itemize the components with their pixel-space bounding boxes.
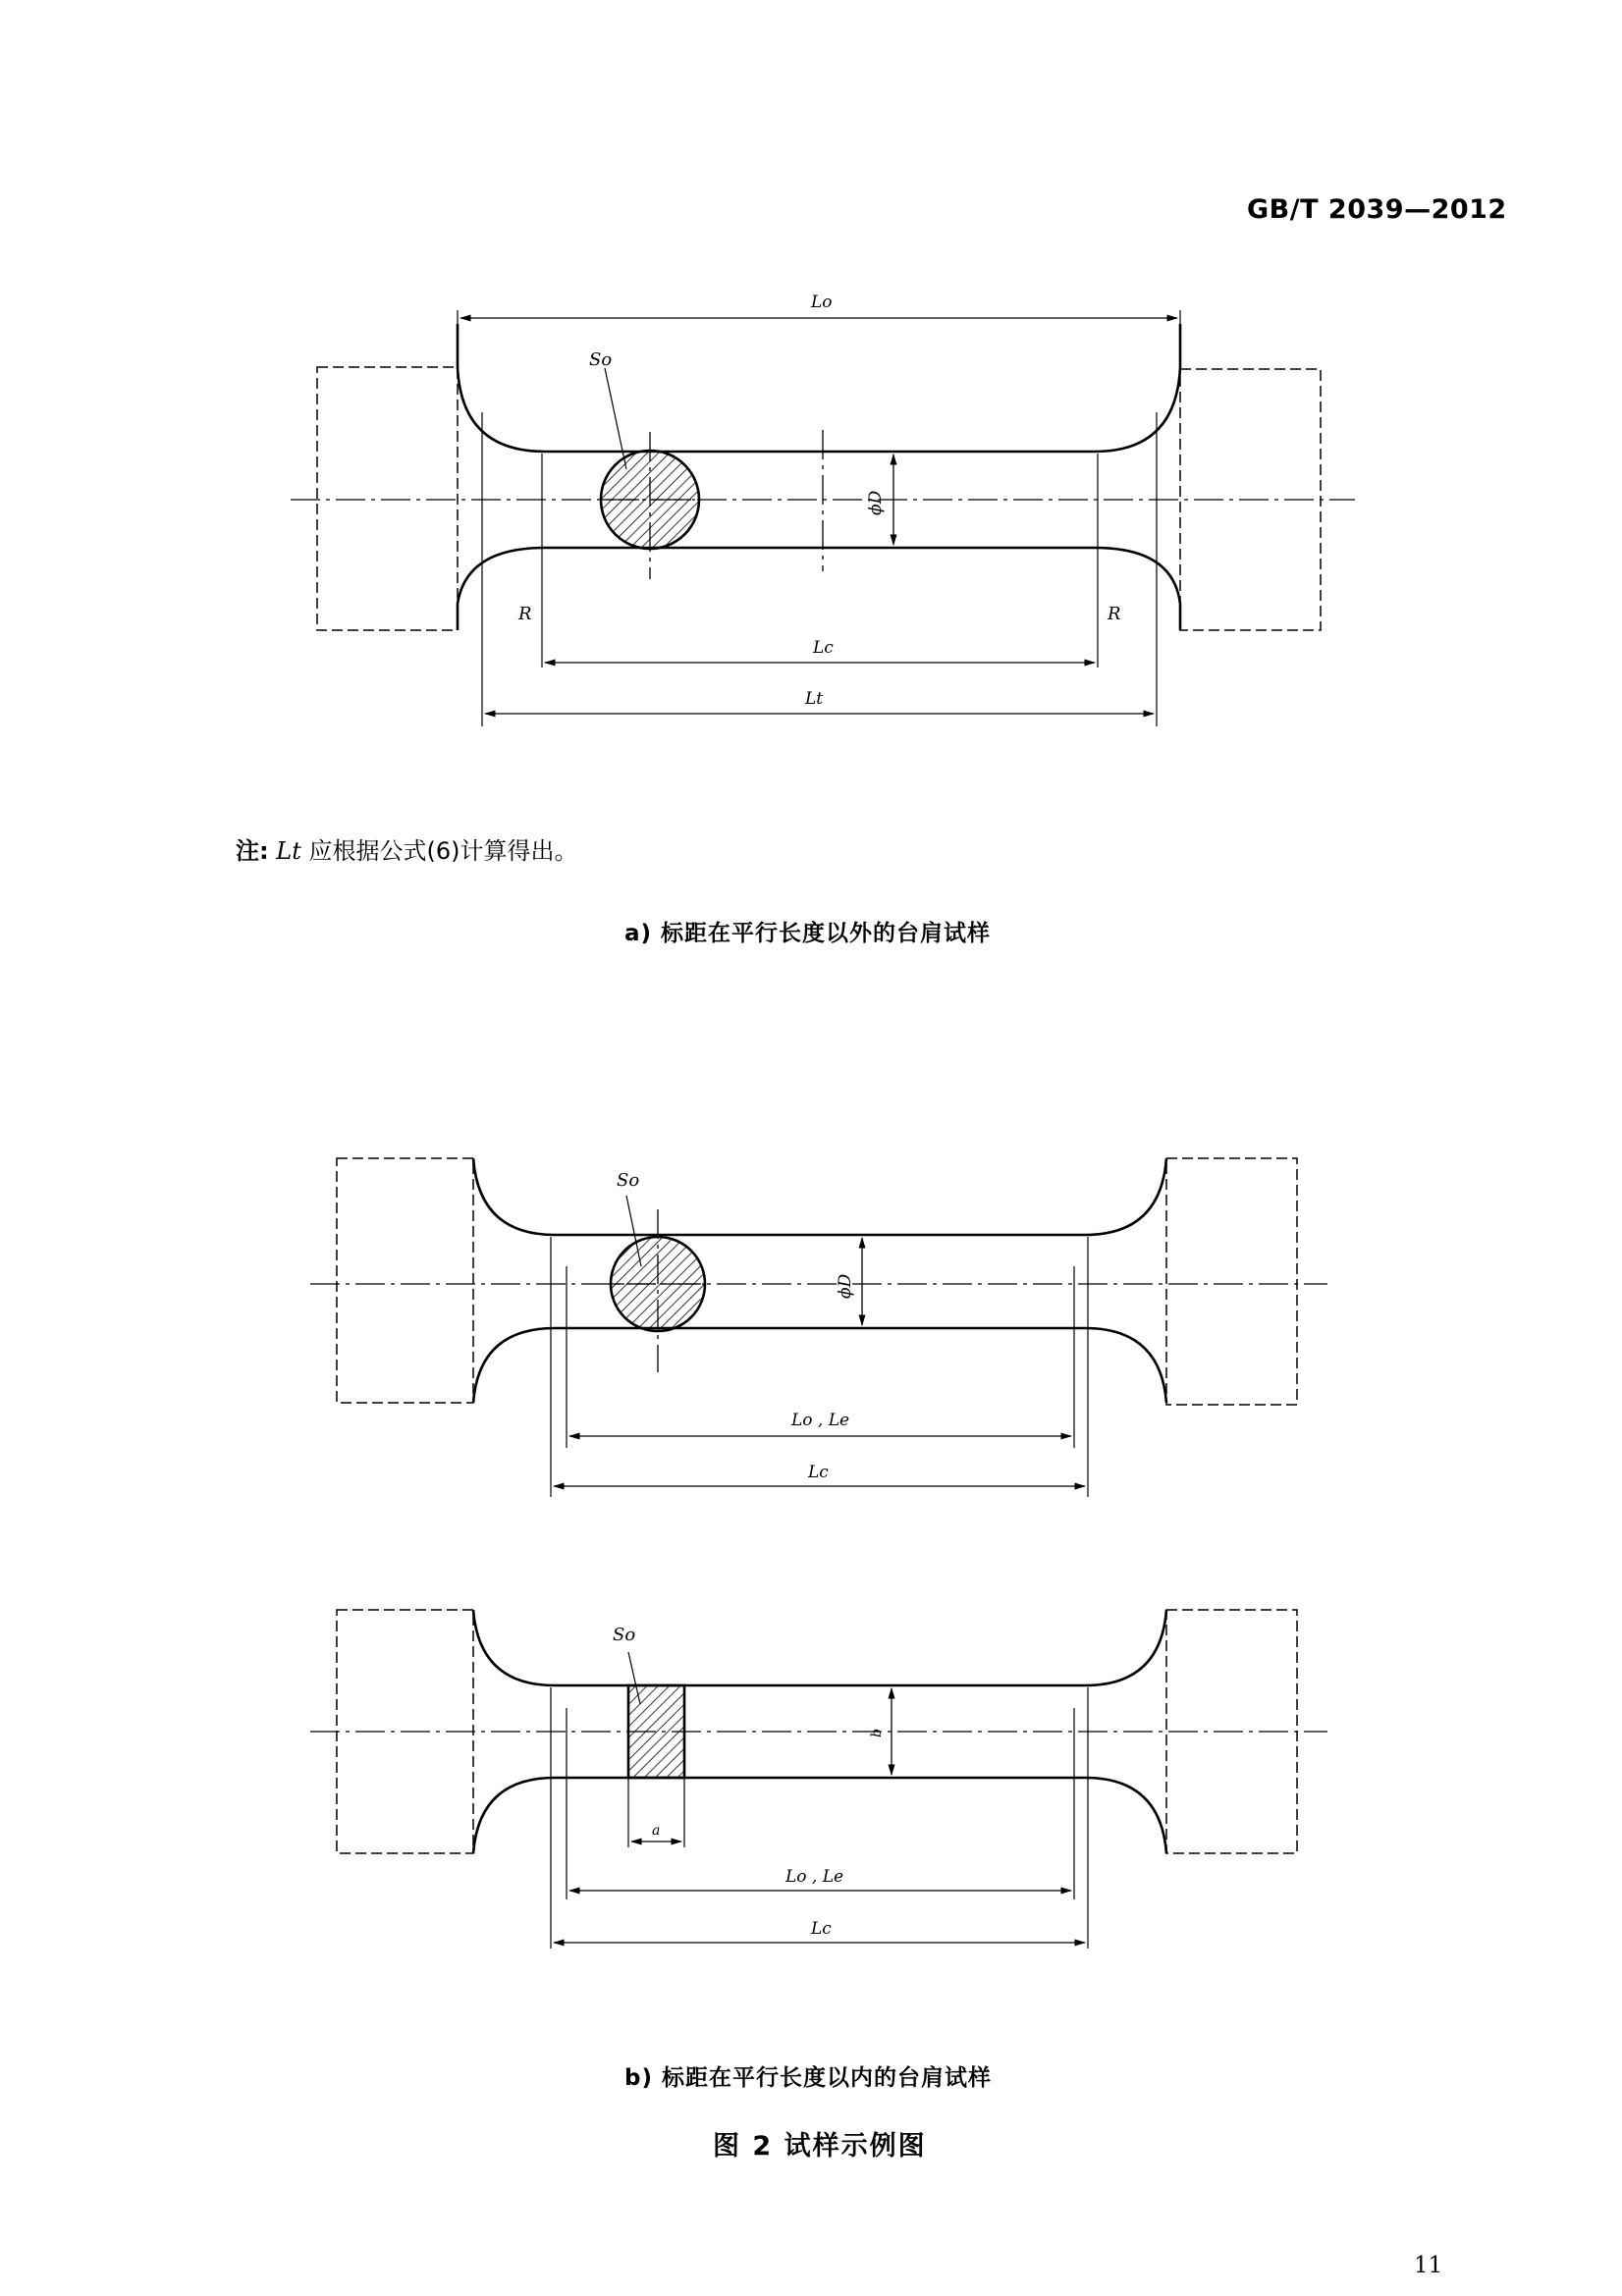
figure-a-drawing — [291, 310, 1355, 726]
right-grip-phantom-b1 — [1166, 1158, 1297, 1405]
figure-b-rect-drawing — [310, 1610, 1327, 1949]
caption-b: b) 标距在平行长度以内的台肩试样 — [624, 2065, 992, 2091]
label-phiD-b1: ϕD — [836, 1273, 855, 1299]
label-a-b2: a — [652, 1823, 661, 1839]
label-b-b2: b — [869, 1729, 885, 1737]
label-Lc-a: Lc — [813, 638, 834, 658]
note-label: 注: — [236, 837, 269, 865]
label-R-right: R — [1108, 604, 1121, 624]
label-phiD-a: ϕD — [866, 490, 886, 515]
label-So-a: So — [589, 349, 613, 370]
cross-section-rect-b2 — [628, 1685, 684, 1778]
label-R-left: R — [518, 604, 532, 624]
label-Lc-b1: Lc — [808, 1463, 829, 1482]
caption-a: a) 标距在平行长度以外的台肩试样 — [624, 921, 992, 946]
figure-b-round-drawing — [310, 1158, 1327, 1497]
standard-code: GB/T 2039—2012 — [1247, 194, 1507, 225]
label-Lo-Le-b2: Lo , Le — [785, 1867, 844, 1887]
note-text: 应根据公式(6)计算得出。 — [308, 837, 578, 865]
left-grip-phantom-b1 — [337, 1158, 473, 1403]
figure-title: 图 2 试样示例图 — [713, 2131, 927, 2162]
specimen-outline-bottom-b1 — [473, 1328, 1166, 1403]
figure-note — [236, 831, 577, 866]
label-Lt-a: Lt — [805, 689, 824, 709]
label-Lc-b2: Lc — [811, 1919, 832, 1939]
label-So-b1: So — [617, 1170, 640, 1191]
specimen-outline-bottom-b2 — [473, 1778, 1166, 1853]
note-symbol: Lt — [276, 837, 301, 865]
specimen-outline-top — [458, 324, 1180, 452]
left-grip-phantom — [317, 367, 458, 630]
page-number: 11 — [1414, 2253, 1443, 2278]
label-Lo-a: Lo — [811, 293, 833, 312]
specimen-outline-top-b1 — [473, 1158, 1166, 1235]
specimen-outline-bottom — [458, 548, 1180, 630]
label-Lo-Le-b1: Lo , Le — [791, 1411, 850, 1430]
specimen-outline-top-b2 — [473, 1610, 1166, 1685]
label-So-b2: So — [613, 1625, 636, 1645]
